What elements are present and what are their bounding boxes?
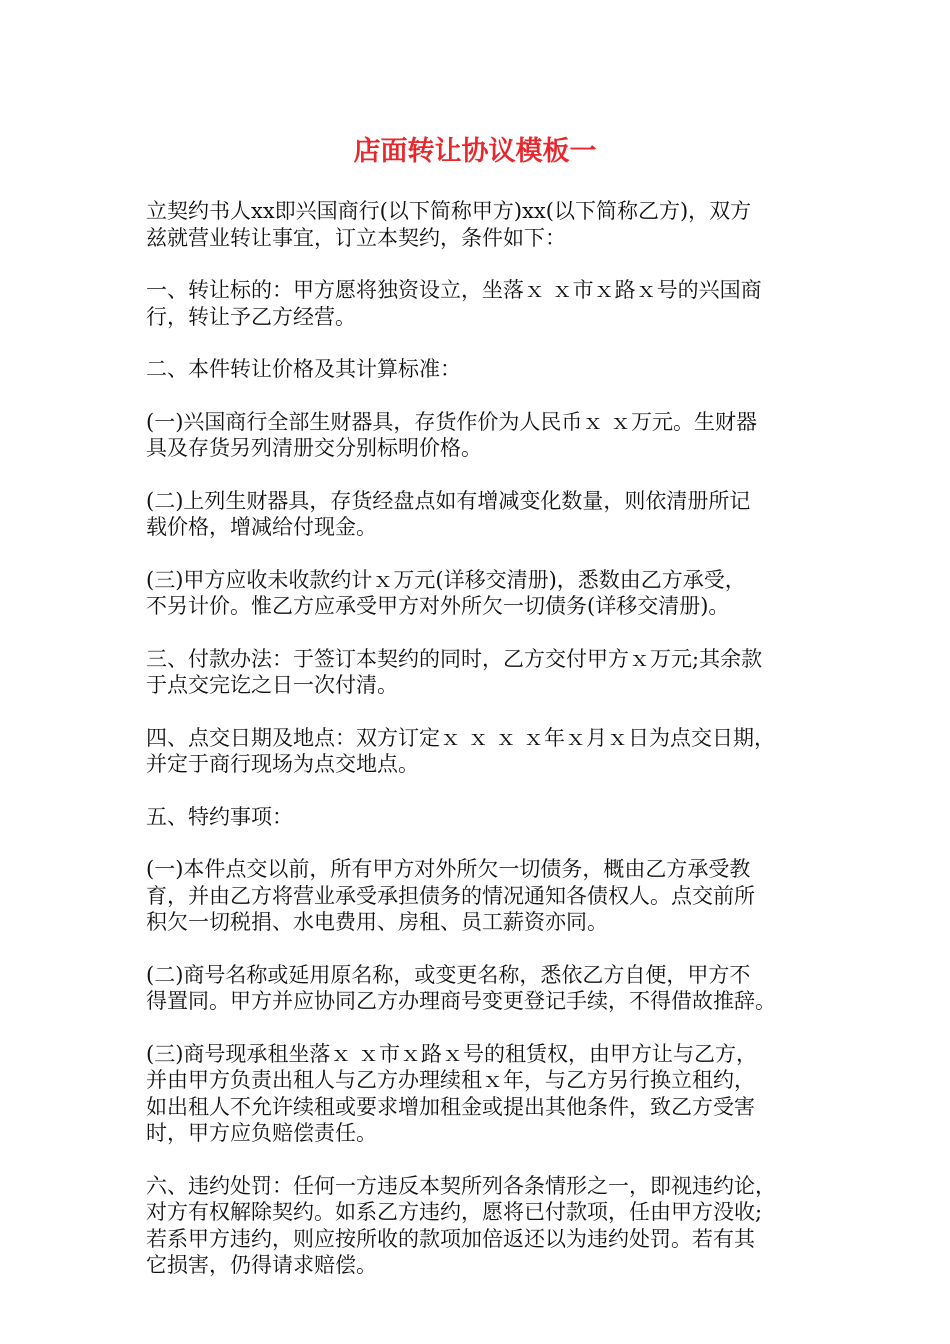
paragraph-line: 时，甲方应负赔偿责任。 <box>146 1121 377 1145</box>
paragraph-line: 积欠一切税捐、水电费用、房租、员工薪资亦同。 <box>146 910 608 934</box>
paragraph <box>146 409 814 462</box>
paragraph-line: 若系甲方违约，则应按所收的款项加倍返还以为违约处罚。若有其 <box>146 1226 755 1251</box>
paragraph-line: (三)商号现承租坐落ｘ ｘ市ｘ路ｘ号的租赁权，由甲方让与乙方， <box>146 1041 758 1066</box>
document-body <box>146 198 814 1305</box>
paragraph-line: 一、转让标的：甲方愿将独资设立，坐落ｘ ｘ市ｘ路ｘ号的兴国商 <box>146 278 762 302</box>
paragraph <box>146 198 814 251</box>
paragraph-line: 四、点交日期及地点：双方订定ｘ ｘ ｘ ｘ年ｘ月ｘ日为点交日期， <box>146 725 776 750</box>
paragraph-line: (二)商号名称或延用原名称，或变更名称，悉依乙方自便，甲方不 <box>146 962 751 987</box>
paragraph-line: (三)甲方应收未收款约计ｘ万元(详移交清册)，悉数由乙方承受， <box>146 567 746 592</box>
paragraph-line: (一)本件点交以前，所有甲方对外所欠一切债务，概由乙方承受教 <box>146 857 751 881</box>
paragraph-line: 行，转让予乙方经营。 <box>146 304 356 329</box>
paragraph-line: (二)上列生财器具，存货经盘点如有增减变化数量，则依清册所记 <box>146 488 751 513</box>
paragraph-line: 六、违约处罚：任何一方违反本契所列各条情形之一，即视违约论， <box>146 1173 776 1198</box>
paragraph <box>146 1173 814 1279</box>
paragraph <box>146 856 814 936</box>
paragraph <box>146 804 814 831</box>
paragraph-line: 对方有权解除契约。如系乙方违约，愿将已付款项，任由甲方没收; <box>146 1200 763 1224</box>
paragraph-line: 二、本件转让价格及其计算标准： <box>146 357 461 381</box>
paragraph <box>146 725 814 778</box>
paragraph-line: 如出租人不允许续租或要求增加租金或提出其他条件，致乙方受害 <box>146 1094 755 1119</box>
paragraph-line: 立契约书人xx即兴国商行(以下简称甲方)xx(以下简称乙方)，双方 <box>146 199 752 223</box>
paragraph-line: 于点交完讫之日一次付清。 <box>146 673 398 697</box>
paragraph-line: 具及存货另列清册交分别标明价格。 <box>146 436 482 460</box>
paragraph-line: 五、特约事项： <box>146 804 293 829</box>
paragraph-line: 它损害，仍得请求赔偿。 <box>146 1253 377 1277</box>
paragraph-line: 并由甲方负责出租人与乙方办理续租ｘ年，与乙方另行换立租约， <box>146 1068 755 1092</box>
paragraph-line: 育，并由乙方将营业承受承担债务的情况通知各债权人。点交前所 <box>146 883 755 908</box>
paragraph-line: 得置同。甲方并应协同乙方办理商号变更登记手续，不得借故推辞。 <box>146 989 776 1013</box>
document-title: 店面转让协议模板一 <box>353 136 597 167</box>
paragraph-line: 不另计价。惟乙方应承受甲方对外所欠一切债务(详移交清册)。 <box>146 594 730 618</box>
paragraph <box>146 488 814 541</box>
paragraph-line: 载价格，增减给付现金。 <box>146 515 377 539</box>
paragraph <box>146 567 814 620</box>
paragraph-line: (一)兴国商行全部生财器具，存货作价为人民币ｘ ｘ万元。生财器 <box>146 409 758 434</box>
paragraph <box>146 646 814 699</box>
paragraph <box>146 356 814 383</box>
paragraph <box>146 962 814 1015</box>
paragraph <box>146 1041 814 1147</box>
paragraph-line: 并定于商行现场为点交地点。 <box>146 752 419 776</box>
paragraph-line: 三、付款办法：于签订本契约的同时，乙方交付甲方ｘ万元;其余款 <box>146 646 763 671</box>
paragraph-line: 兹就营业转让事宜，订立本契约，条件如下： <box>146 225 566 250</box>
paragraph <box>146 277 814 330</box>
